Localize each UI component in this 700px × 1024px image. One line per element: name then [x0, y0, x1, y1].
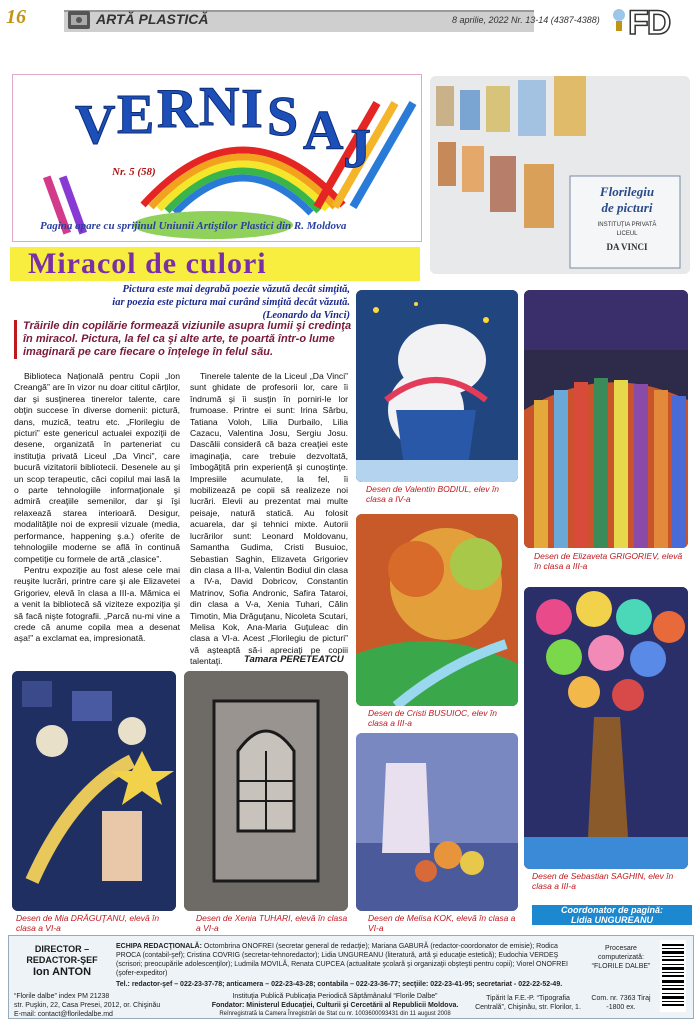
lamp-icon [612, 8, 626, 34]
team-members: Octombrina ONOFREI (secretar general de redacţie); Mariana GABURĂ (redactor-coordonator de emisie); Rodica PROCA (contabil-şef); Cristina COVRIG (secretar-tehnoredactor); Lidia UNGUREANU (literatură, artă şi educaţie estetică); Eudochia VERDEŞ (scrisori; preocupările adolescenţilor); Ludmila MOVILĂ, Renata CUPCEA (actualitate şcolară şi organizaţii obşteşti pentru copii); Viorel ONOFREI (şofer-expeditor) [116, 943, 568, 977]
vernisaj-letter: N [199, 76, 240, 138]
section-title: ARTĂ PLASTICĂ [96, 11, 209, 27]
vernisaj-letter: R [157, 78, 198, 140]
sign-institution: INSTITUȚIA PRIVATĂ [597, 222, 657, 228]
painting-busuioc [356, 514, 518, 706]
caption-saghin: Desen de Sebastian SAGHIN, elev în clasa a III-a [532, 871, 674, 891]
building-painting [184, 671, 348, 911]
page-number: 16 [6, 6, 26, 28]
epigraph [20, 283, 350, 322]
vernisaj-letter: V [75, 94, 116, 156]
article-lead: Trăirile din copilărie formează viziunile asupra lumii şi credinţa în miracol. Pictura, la fel ca şi alte arte, te poartă într-o lume imaginară pe care fiecare o înţelege în felul său. [14, 320, 357, 359]
sign-florilegiu: Florilegiu [599, 184, 655, 199]
vernisaj-banner [12, 74, 422, 242]
exhibition-photo [430, 76, 690, 274]
publisher-line: Reînregistrată la Camera Înregistrări de Stat cu nr. 1003600093431 din 11 august 2008 [219, 1011, 451, 1017]
barcode [660, 940, 686, 1012]
painting-dragutanu [12, 671, 176, 911]
vernisaj-number: Nr. 5 (58) [112, 166, 156, 178]
caption-dragutanu: Desen de Mia DRĂGUŢANU, elevă în clasa a VI-a [16, 913, 160, 933]
vernisaj-letter: S [267, 86, 299, 148]
fd-logo: FD [628, 4, 670, 42]
epigraph-author: (Leonardo da Vinci) [262, 310, 350, 321]
painting-bodiul [356, 290, 518, 482]
painting-tuhari [184, 671, 348, 911]
team-label: ECHIPA REDACŢIONALĂ: [116, 943, 202, 950]
collage-painting [12, 671, 176, 911]
paragraph: Biblioteca Naţională pentru Copii „Ion Creangă” are în vizor nu doar cititul cărţilor, dar şi susţinerea tinerelor talente, care obţin succese în diverse domenii: pictură, dans, muzică, teatru etc. „Florilegiu de picturi” este genericul actualei expoziţii de desene, organizată în parteneriat cu instituţia privată Liceul „Da Vinci”, care bucură vizitatorii bibliotecii. Desenele au şi un scop terapeutic, căci copilul mai lasă la o parte tehnologiile informaţionale şi admiră creaţiile semenilor, dar şi îşi relaxează starea interioară. Desigur, modalităţile noi de expresii vizuale (media, performance, happening ş.a.) oferite de tehnologiile moderne se află în continuă competiţie cu formele de artă „clasice”. [14, 371, 180, 564]
printer-info: Tipărit la F.E.-P. “Tipografia Centrală”, Chişinău, str. Florilor, 1. [475, 995, 581, 1011]
address: str. Puşkin, 22, Casa Presei, 2012, or. Chişinău [14, 1002, 161, 1009]
publisher-line: Instituţia Publică Publicaţia Periodică Săptămânalul “Florile Dalbe” [232, 993, 438, 1000]
article-column-1 [14, 371, 180, 645]
caption-grigoriev: Desen de Elizaveta GRIGORIEV, elevă în clasa a III-a [534, 551, 683, 571]
vernisaj-letter: J [343, 118, 371, 180]
coordinator-name: Lidia UNGUREANU [570, 915, 653, 925]
caption-busuioc: Desen de Cristi BUSUIOC, elev în clasa a III-a [368, 708, 497, 728]
order-info: Com. nr. 7363 Tiraj -1800 ex. [591, 995, 651, 1011]
vernisaj-letter: E [117, 84, 155, 146]
paragraph: Tinerele talente de la Liceul „Da Vinci” sunt ghidate de profesorii lor, care îi îndrumă şi îi susţin în porniri-le lor frumoase. Printre ei sunt: Irina Sârbu, Tatiana Voloh, Lilia Durbailo, Lilia Cazacu, Valentina Josu, Sergiu Josu. Dascălii consideră că baza creaţiei este imaginaţia, care trebuie dezvoltată, îmbogăţită prin experienţă şi cunoştinţe. Impresiile acumulate, la fel, îi mobilizează pe copii să realizeze noi lucrări. Elevii au prezentat mai multe peisaje, natură statică. Au folosit acuarela, dar şi tehnici mixte. Autorii lucrărilor sunt: Leonard Moldovanu, Samantha Gudima, Cristi Busuioc, Sebastian Saghin, Elizaveta Grigoriev din clasa a III-a, Valentin Bodiul din clasa a IV-a, David Dobricov, Constantin Matrinov, Sofia Andronic, Safira Tataroi, din clasa a V-a, Xenia Tuhari, Călin Timotin, Mia Drăguţanu, Nicoleta Scutari, Melisa Kok, Ana-Maria Guţuleac din clasa a VI-a. Acest „Florilegiu de picturi” vă aşteaptă să-i apreciaţi pe copiii talentaţi. [190, 371, 348, 667]
painting-grigoriev [524, 290, 688, 548]
article-author: Tamara PERETEATCU [244, 654, 344, 665]
paragraph: Pentru expoziţie au fost alese cele mai reuşite lucrări, printre care şi ale Elizavetei Grigoriev, elevă în clasa a III-a. Mămica ei a venit la bibliotecă să viziteze expoziţia şi să facă nişte fotografii. „Parcă nu-mi vine a crede că anume copila mea a desenat aşa!” a exclamat ea, impresionată. [14, 564, 180, 644]
page-coordinator [532, 905, 692, 925]
bears-painting [356, 290, 518, 482]
email: E-mail: contact@floriledalbe.md [14, 1011, 113, 1018]
processing-info: Procesare computerizată: “FLORILE DALBE” [591, 945, 651, 970]
epigraph-line: iar poezia este pictura mai curând simţită decât văzută. [112, 297, 350, 308]
painting-kok [356, 733, 518, 911]
caption-kok: Desen de Melisa KOK, elevă în clasa a VI-a [368, 913, 516, 933]
director-name: Ion ANTON [32, 966, 92, 978]
caption-tuhari: Desen de Xenia TUHARI, elevă în clasa a VI-a [196, 913, 348, 933]
sign-da-vinci: DA VINCI [606, 242, 648, 252]
article-title: Miracol de culori [28, 247, 267, 280]
vernisaj-subtitle: Pagina apare cu sprijinul Uniunii Artiştilor Plastici din R. Moldova [40, 220, 347, 232]
editorial-team [116, 942, 584, 978]
index-info: “Florile dalbe” index PM 21238 [14, 993, 110, 1000]
palette-icon [68, 11, 90, 29]
publisher-line: Fondator: Ministerul Educaţiei, Culturii şi Cercetării al Republicii Moldova. [211, 1002, 459, 1009]
phones: Tel.: redactor-şef – 022-23-37-78; anticamera – 022-23-43-28; contabila – 022-23-36-77; secţiile: 022-23-41-95; secretariat - 022-22-52-49. [116, 981, 563, 988]
article-column-2 [190, 371, 348, 668]
painting-saghin [524, 587, 688, 869]
spiral-tree-painting [524, 587, 688, 869]
director-label: DIRECTOR – REDACTOR-ŞEF [26, 944, 98, 965]
caption-bodiul: Desen de Valentin BODIUL, elev în clasa a IV-a [366, 484, 499, 504]
sign-liceul: LICEUL [616, 231, 638, 237]
vernisaj-letter: A [303, 100, 344, 162]
landscape-tree-painting [356, 514, 518, 706]
issue-info: 8 aprilie, 2022 Nr. 13-14 (4387-4388) [452, 15, 600, 25]
still-life-painting [356, 733, 518, 911]
vernisaj-letter: I [241, 78, 263, 140]
abstract-hill-painting [524, 290, 688, 548]
coordinator-label: Coordonator de pagină: [561, 905, 663, 915]
epigraph-line: Pictura este mai degrabă poezie văzută decât simţită, [122, 284, 350, 295]
sign-de-picturi: de picturi [601, 200, 653, 215]
